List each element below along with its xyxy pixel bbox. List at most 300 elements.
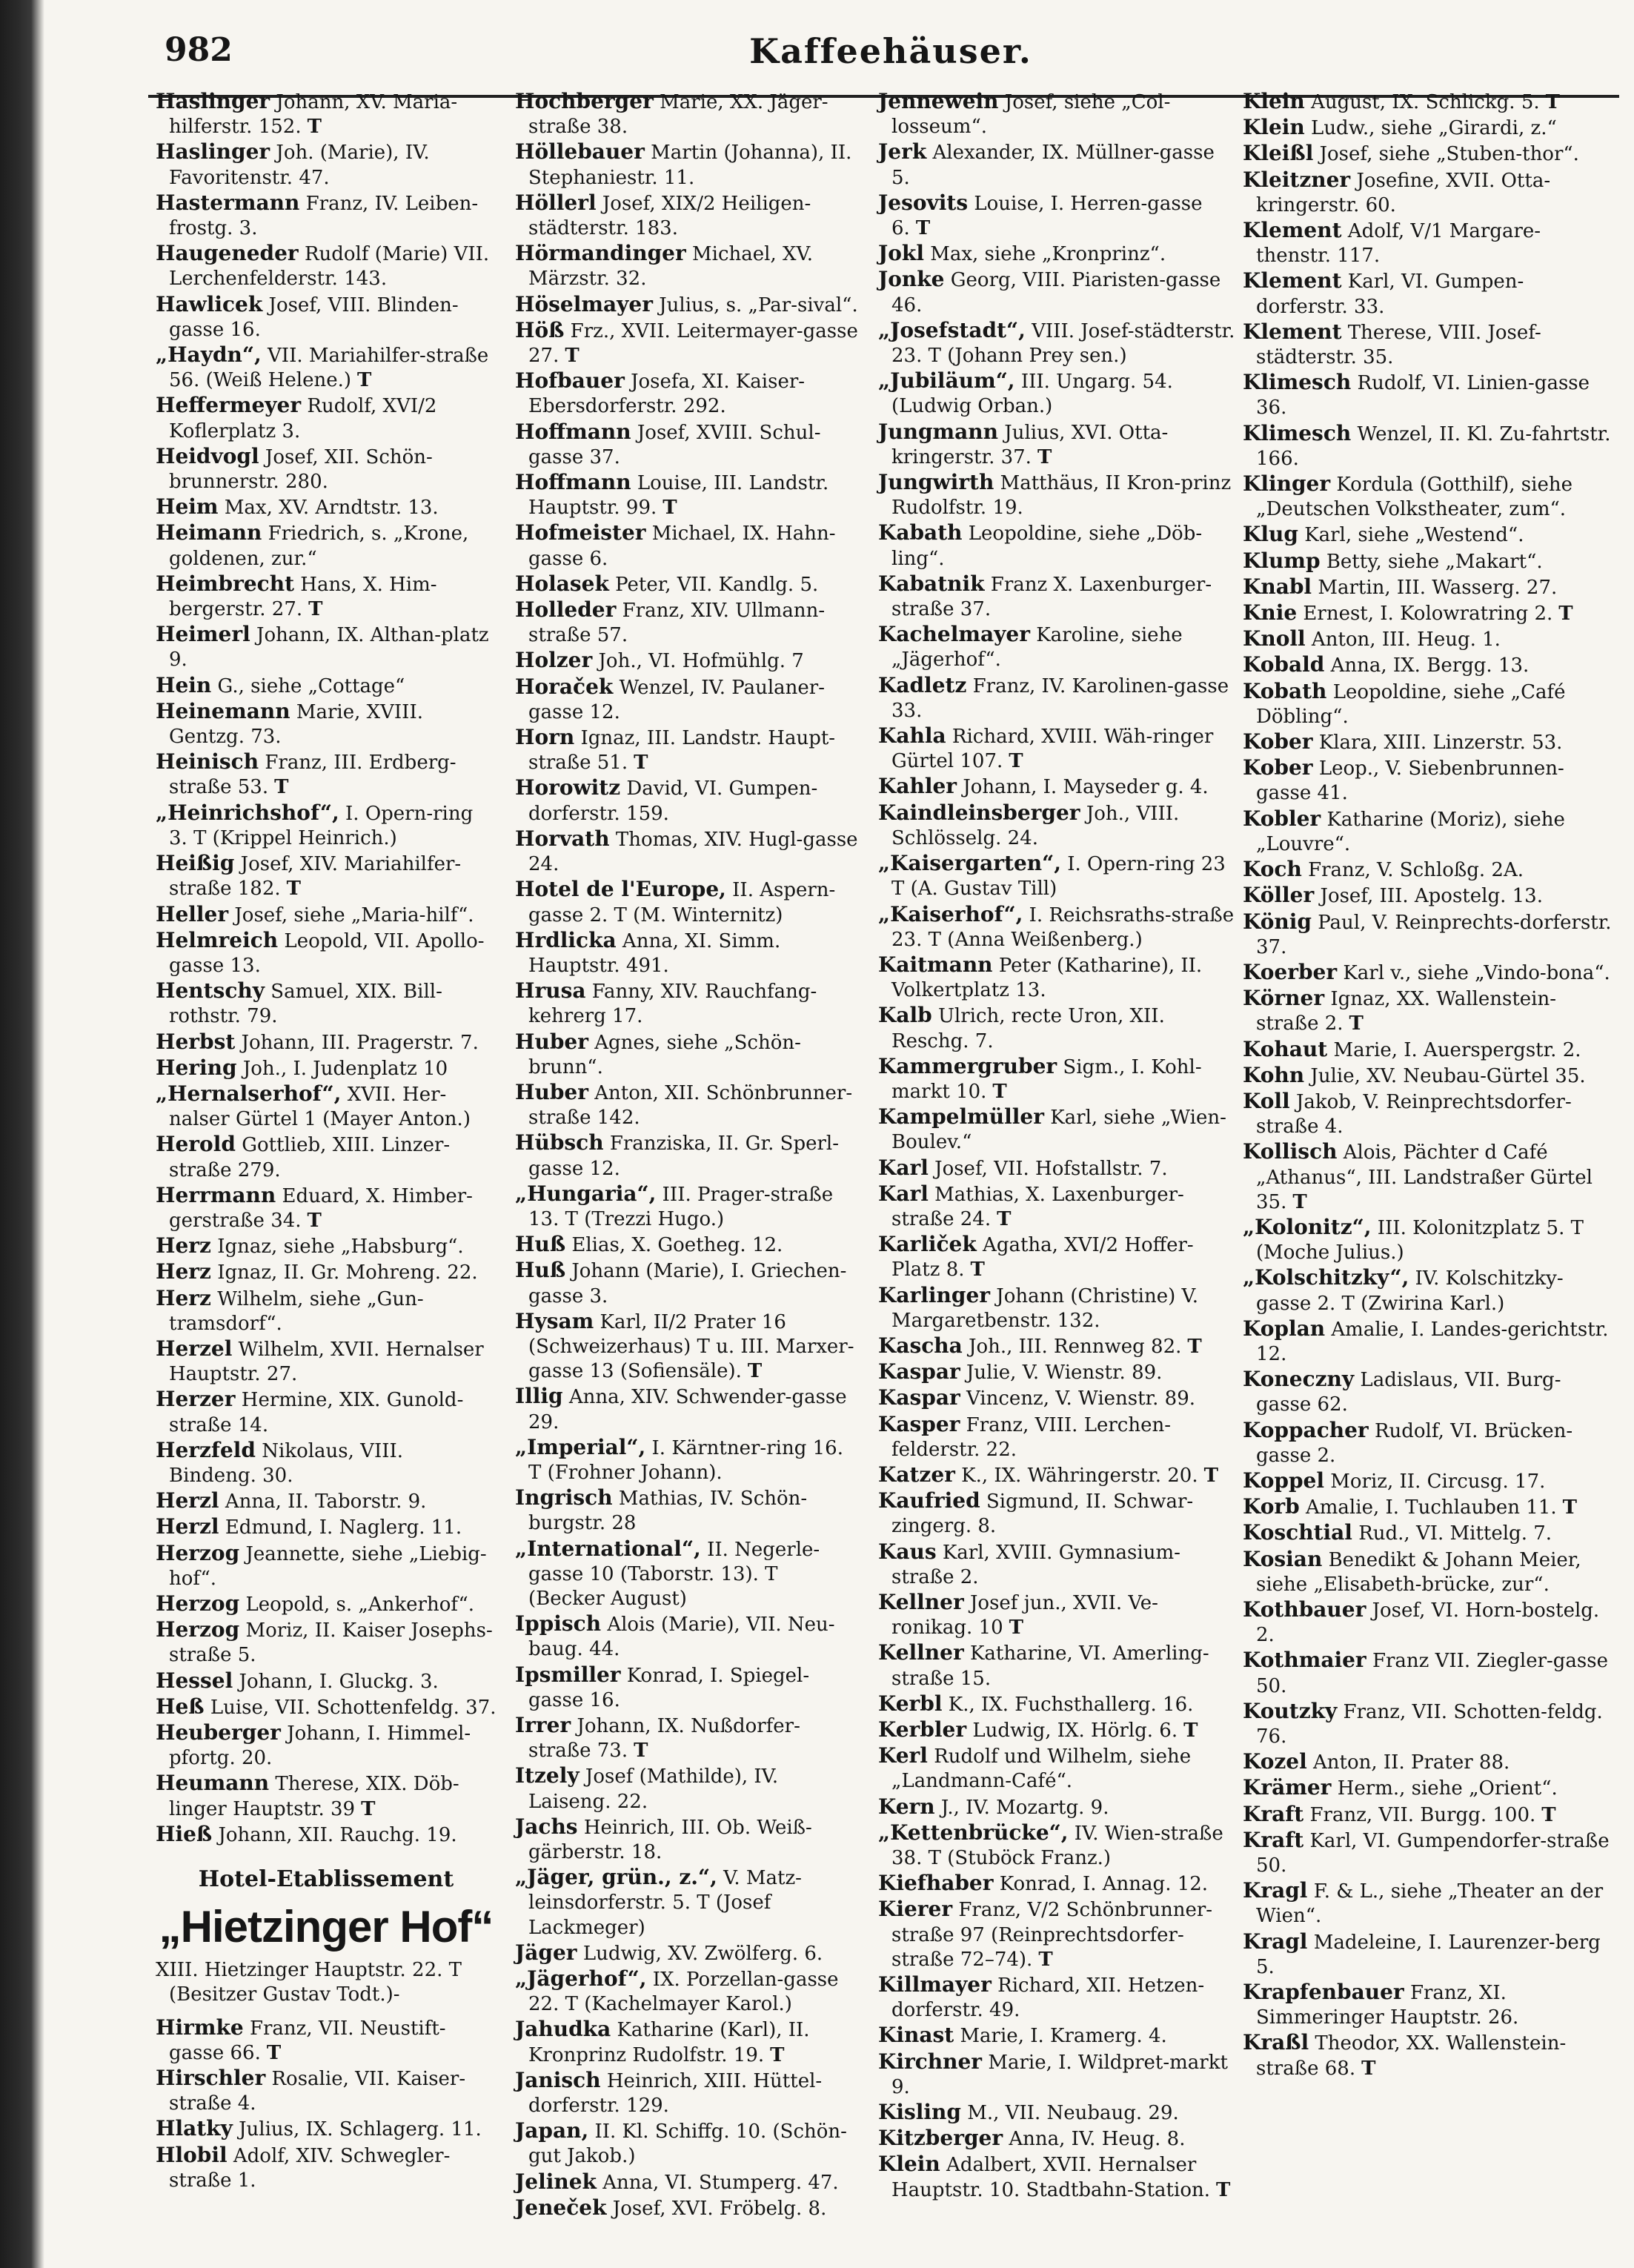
directory-entry — [878, 1590, 1238, 1640]
entry-address: Louise, III. Landstr. Hauptstr. 99. — [528, 472, 829, 520]
telephone-marker: T — [286, 878, 301, 901]
directory-entry — [156, 393, 496, 443]
directory-entry — [878, 267, 1238, 317]
entry-address: Josef, XVIII. Schul-gasse 37. — [528, 421, 821, 468]
entry-name: Kammergruber — [878, 1053, 1057, 1078]
entry-name: Hastermann — [156, 190, 300, 215]
entry-name: Koch — [1243, 857, 1302, 882]
entry-name: „Jäger, grün., z.“, — [515, 1865, 717, 1890]
entry-name: Ingrisch — [515, 1485, 613, 1511]
entry-name: Heuberger — [156, 1720, 281, 1745]
entry-address: Paul, V. Reinprechts-dorferstr. 37. — [1256, 911, 1612, 958]
entry-address: Martin, III. Wasserg. 27. — [1318, 576, 1558, 599]
telephone-marker: T — [308, 598, 323, 621]
entry-name: Holasek — [515, 571, 609, 596]
directory-entry — [878, 1412, 1238, 1462]
directory-entry — [878, 1972, 1238, 2023]
entry-name: Koll — [1243, 1088, 1290, 1113]
telephone-marker: T — [1009, 1617, 1024, 1639]
entry-name: Kabatnik — [878, 571, 985, 596]
entry-address: Julius, XVI. Otta-kringerstr. 37. — [891, 421, 1169, 468]
directory-entry — [878, 571, 1238, 622]
entry-address: Karl, siehe „Wien-Boulev.“ — [891, 1107, 1226, 1154]
directory-entry — [515, 1814, 860, 1865]
directory-entry — [878, 1104, 1238, 1155]
directory-entry — [878, 952, 1238, 1003]
entry-name: Klement — [1243, 268, 1342, 294]
entry-address: Johann, I. Gluckg. 3. — [239, 1670, 439, 1693]
entry-name: Heffermeyer — [156, 393, 302, 418]
entry-address: Alexander, IX. Müllner-gasse 5. — [891, 142, 1215, 189]
hotel-address: XIII. Hietzinger Hauptstr. 22. T (Besitzer Gustav Todt.)- — [156, 1959, 462, 2006]
directory-entry — [156, 1771, 496, 1821]
directory-entry — [515, 1966, 860, 2017]
entry-address: Anna, IV. Heug. 8. — [1009, 2128, 1186, 2151]
entry-name: Köller — [1243, 883, 1315, 908]
entry-address: Anna, II. Taborstr. 9. — [225, 1491, 427, 1513]
entry-address: Theodor, XX. Wallenstein-straße 68. — [1256, 2032, 1567, 2080]
entry-address: Wilhelm, siehe „Gun-tramsdorf“. — [169, 1287, 424, 1335]
entry-name: Kohaut — [1243, 1036, 1328, 1061]
entry-address: Richard, XVIII. Wäh-ringer Gürtel 107. — [891, 726, 1214, 773]
directory-entry — [515, 1130, 860, 1181]
entry-address: Rudolf und Wilhelm, siehe „Landmann-Café“. — [891, 1745, 1192, 1793]
directory-entry — [156, 2143, 496, 2193]
directory-entry — [1243, 729, 1613, 755]
directory-entry — [515, 725, 860, 775]
directory-entry — [878, 2023, 1238, 2049]
directory-entry — [1243, 1775, 1613, 1801]
entry-name: „Hernalserhof“, — [156, 1081, 342, 1106]
directory-entry — [515, 2118, 860, 2169]
entry-address: Marie, XX. Jäger-straße 38. — [528, 91, 828, 139]
entry-name: Hübsch — [515, 1130, 604, 1155]
entry-address: Richard, XII. Hetzen-dorferstr. 49. — [891, 1974, 1205, 2022]
entry-name: Jeneček — [515, 2195, 607, 2220]
entry-address: Sigmund, II. Schwar-zingerg. 8. — [891, 1491, 1194, 1538]
column-2-entries — [515, 89, 860, 2221]
entry-name: Klimesch — [1243, 420, 1352, 445]
entry-name: Kalb — [878, 1003, 932, 1028]
entry-address: Alois, Pächter d Café „Athanus“, III. Landstraßer Gürtel 35. — [1256, 1141, 1593, 1213]
entry-name: „Kaisergarten“, — [878, 851, 1061, 876]
entry-name: Jungmann — [878, 419, 999, 444]
entry-name: Hoffmann — [515, 470, 631, 495]
directory-entry — [878, 368, 1238, 419]
entry-name: „Kaiserhof“, — [878, 901, 1023, 926]
directory-entry — [1243, 268, 1613, 319]
entry-name: Illig — [515, 1384, 563, 1409]
entry-name: Kaufried — [878, 1488, 980, 1513]
entry-name: Koppacher — [1243, 1417, 1369, 1442]
entry-address: Marie, I. Wildpret-markt 9. — [891, 2051, 1228, 2098]
directory-entry — [156, 1617, 496, 1668]
entry-name: Kraßl — [1243, 2030, 1309, 2055]
directory-entry — [156, 851, 496, 901]
directory-entry — [878, 1232, 1238, 1282]
directory-entry — [1243, 652, 1613, 678]
directory-entry — [515, 139, 860, 190]
entry-name: Heimann — [156, 520, 262, 546]
entry-address: Adalbert, XVII. Hernalser Hauptstr. 10. Stadtbahn-Station. — [891, 2154, 1210, 2201]
directory-entry — [1243, 141, 1613, 167]
directory-entry — [156, 520, 496, 571]
directory-entry — [515, 1611, 860, 1662]
entry-address: Josef, siehe „Stuben-thor“. — [1319, 143, 1579, 166]
entry-name: Herold — [156, 1132, 236, 1157]
entry-address: Adolf, XIV. Schwegler-straße 1. — [169, 2144, 451, 2192]
directory-entry — [1243, 1929, 1613, 1980]
entry-address: Julie, V. Wienstr. 89. — [966, 1362, 1163, 1385]
telephone-marker: T — [1009, 750, 1023, 773]
directory-entry — [515, 826, 860, 877]
entry-name: Killmayer — [878, 1972, 992, 1997]
entry-address: G., siehe „Cottage“ — [217, 674, 405, 697]
telephone-marker: T — [565, 345, 579, 368]
entry-name: Jungwirth — [878, 470, 994, 495]
entry-name: Kragl — [1243, 1929, 1308, 1954]
directory-entry — [515, 1713, 860, 1763]
entry-address: Gottlieb, XIII. Linzer-straße 279. — [169, 1134, 451, 1181]
directory-entry — [156, 1541, 496, 1591]
entry-address: Ernest, I. Kolowratring 2. — [1303, 603, 1553, 626]
directory-entry — [1243, 1749, 1613, 1775]
directory-entry — [156, 1233, 496, 1259]
directory-entry — [156, 1438, 496, 1488]
entry-name: Hotel de l'Europe, — [515, 877, 726, 902]
directory-entry — [156, 1055, 496, 1081]
entry-address: Anna, XIV. Schwender-gasse 29. — [528, 1386, 847, 1433]
telephone-marker: T — [1558, 603, 1573, 626]
entry-name: Hörmandinger — [515, 241, 686, 266]
hotel-label: Hotel-Etablissement — [198, 1866, 454, 1893]
entry-name: „Haydn“, — [156, 342, 262, 368]
directory-entry — [156, 622, 496, 672]
directory-entry — [1243, 600, 1613, 626]
directory-entry — [878, 673, 1238, 723]
entry-address: Franz, XI. Simmeringer Hauptstr. 26. — [1256, 1982, 1519, 2029]
entry-address: Franz, III. Erdberg-straße 53. — [169, 752, 456, 799]
entry-name: Koschtial — [1243, 1520, 1352, 1545]
entry-address: Vincenz, V. Wienstr. 89. — [966, 1387, 1196, 1410]
entry-name: „Kettenbrücke“, — [878, 1820, 1069, 1845]
entry-name: Klump — [1243, 548, 1321, 573]
entry-address: Johann, XII. Rauchg. 19. — [218, 1823, 457, 1846]
directory-entry — [156, 1694, 496, 1720]
entry-name: Kober — [1243, 755, 1313, 780]
entry-address: Josef, XIV. Mariahilfer-straße 182. — [169, 853, 462, 901]
entry-address: Rudolf (Marie) VII. Lerchenfelderstr. 143. — [169, 243, 490, 291]
entry-address: Ignaz, II. Gr. Mohreng. 22. — [217, 1261, 478, 1284]
entry-name: Hering — [156, 1055, 237, 1080]
entry-address: Rudolf, XVI/2 Koflerplatz 3. — [169, 395, 437, 442]
entry-name: Höselmayer — [515, 291, 653, 316]
entry-name: Huß — [515, 1258, 566, 1283]
entry-name: Herzel — [156, 1336, 233, 1361]
entry-address: Klara, XIII. Linzerstr. 53. — [1318, 732, 1563, 755]
entry-address: Ludw., siehe „Girardi, z.“ — [1311, 117, 1557, 140]
entry-address: Luise, VII. Schottenfeldg. 37. — [210, 1696, 496, 1719]
entry-address: Ignaz, XX. Wallenstein-straße 2. — [1256, 988, 1557, 1035]
entry-address: Josef, VIII. Blinden-gasse 16. — [169, 294, 459, 341]
entry-address: Johann, I. Himmel-pfortg. 20. — [169, 1722, 471, 1770]
entry-name: Kobath — [1243, 678, 1327, 703]
directory-entry — [156, 1591, 496, 1617]
entry-name: Heimbrecht — [156, 571, 295, 596]
entry-name: Jerk — [878, 139, 927, 165]
entry-address: Franz, V. Schloßg. 2A. — [1308, 859, 1524, 882]
entry-name: Jokl — [878, 241, 924, 266]
directory-entry — [515, 1181, 860, 1232]
entry-name: Hofbauer — [515, 368, 625, 394]
telephone-marker: T — [1215, 2178, 1231, 2201]
entry-name: Heidvogl — [156, 443, 259, 468]
entry-name: Hrdlicka — [515, 927, 617, 952]
column-2 — [515, 89, 860, 2221]
entry-address: Fanny, XIV. Rauchfang-kehrerg 17. — [528, 981, 817, 1028]
directory-entry — [878, 2126, 1238, 2152]
entry-address: Johann, IX. Nußdorfer-straße 73. — [528, 1715, 800, 1763]
directory-entry — [515, 674, 860, 725]
directory-entry — [1243, 1215, 1613, 1265]
directory-entry — [878, 800, 1238, 851]
entry-address: Mathias, X. Laxenburger-straße 24. — [891, 1183, 1184, 1230]
entry-address: Karl v., siehe „Vindo-bona“. — [1343, 961, 1610, 984]
telephone-marker: T — [992, 1080, 1007, 1103]
entry-address: Georg, VIII. Piaristen-gasse 46. — [891, 269, 1221, 316]
entry-name: Herzog — [156, 1591, 240, 1616]
entry-address: Franz, IV. Karolinen-gasse 33. — [891, 674, 1229, 722]
telephone-marker: T — [266, 2041, 282, 2064]
entry-address: Agnes, siehe „Schön-brunn“. — [528, 1031, 801, 1078]
entry-name: Klimesch — [1243, 370, 1352, 395]
entry-address: Mathias, IV. Schön-burgstr. 28 — [528, 1488, 808, 1535]
directory-entry — [515, 1232, 860, 1258]
telephone-marker: T — [361, 1797, 376, 1820]
entry-address: Franz, IV. Leiben-frostg. 3. — [169, 192, 479, 240]
directory-entry — [1243, 806, 1613, 857]
entry-address: Joh., I. Judenplatz 10 — [242, 1057, 448, 1080]
entry-address: Katharine (Moriz), siehe „Louvre“. — [1256, 808, 1565, 855]
directory-entry — [1243, 421, 1613, 471]
entry-name: Herz — [156, 1233, 211, 1259]
entry-address: M., VII. Neubaug. 29. — [967, 2102, 1179, 2125]
directory-entry — [878, 1539, 1238, 1590]
directory-entry — [156, 1029, 496, 1055]
directory-entry — [515, 928, 860, 978]
column-1-entries-after-hotel — [156, 2015, 496, 2193]
entry-name: Itzely — [515, 1763, 579, 1788]
entry-address: Franziska, II. Gr. Sperl-gasse 12. — [528, 1133, 839, 1180]
directory-entry — [878, 774, 1238, 800]
telephone-marker: T — [747, 1360, 763, 1383]
entry-name: Hlobil — [156, 2142, 228, 2167]
directory-entry — [156, 699, 496, 749]
entry-address: F. & L., siehe „Theater an der Wien“. — [1256, 1880, 1604, 1928]
entry-name: „Heinrichshof“, — [156, 800, 339, 825]
directory-entry — [1243, 909, 1613, 960]
column-1 — [156, 89, 496, 2193]
telephone-marker: T — [1349, 1012, 1364, 1035]
entry-address: Moriz, II. Circusg. 17. — [1330, 1470, 1546, 1493]
directory-entry — [515, 648, 860, 674]
entry-name: Jennewein — [878, 89, 999, 113]
entry-name: Karlinger — [878, 1282, 991, 1307]
entry-name: Kahler — [878, 774, 957, 799]
entry-name: König — [1243, 909, 1312, 934]
entry-address: K., IX. Fuchsthallerg. 16. — [948, 1693, 1194, 1716]
telephone-marker: T — [357, 369, 372, 392]
entry-address: Johann, XV. Maria-hilferstr. 152. — [169, 91, 458, 139]
directory-entry — [878, 622, 1238, 672]
scan-shadow-edge — [0, 0, 44, 2268]
telephone-marker: T — [997, 1207, 1012, 1230]
directory-entry — [878, 1155, 1238, 1181]
page-header — [165, 31, 1617, 90]
entry-name: Kierer — [878, 1897, 953, 1922]
entry-name: Janisch — [515, 2067, 601, 2092]
directory-entry — [156, 749, 496, 800]
directory-entry — [156, 928, 496, 978]
entry-name: Hein — [156, 672, 212, 697]
directory-entry — [878, 2152, 1238, 2202]
entry-name: Koerber — [1243, 959, 1338, 984]
entry-name: Jesovits — [878, 190, 969, 215]
directory-entry — [1243, 1063, 1613, 1089]
entry-address: Ignaz, siehe „Habsburg“. — [217, 1236, 464, 1259]
entry-address: Ignaz, III. Landstr. Haupt-straße 51. — [528, 727, 836, 775]
entry-name: Körner — [1243, 986, 1325, 1011]
directory-entry — [878, 190, 1238, 241]
entry-name: „Jägerhof“, — [515, 1966, 647, 1992]
entry-address: Martin (Johanna), II. Stephaniestr. 11. — [528, 142, 852, 189]
entry-address: VII. Mariahilfer-straße 56. (Weiß Helene.) — [169, 345, 489, 392]
entry-address: Rudolf, VI. Linien-gasse 36. — [1256, 372, 1590, 420]
directory-entry — [515, 1940, 860, 1966]
entry-name: Heinemann — [156, 698, 290, 723]
entry-name: Katzer — [878, 1462, 955, 1487]
entry-address: Josef, XVI. Fröbelg. 8. — [612, 2197, 827, 2220]
entry-name: Kraft — [1243, 1801, 1304, 1826]
directory-entry — [515, 775, 860, 826]
entry-name: Huber — [515, 1079, 588, 1104]
entry-address: Franz, V/2 Schönbrunner-straße 97 (Reinprechtsdorfer-straße 72–74). — [891, 1899, 1213, 1971]
entry-name: Klug — [1243, 522, 1298, 547]
entry-address: Ladislaus, VII. Burg-gasse 62. — [1256, 1369, 1561, 1416]
entry-name: Kachelmayer — [878, 622, 1030, 647]
entry-name: Kern — [878, 1794, 935, 1819]
entry-name: Jäger — [515, 1940, 577, 1965]
directory-entry — [1243, 986, 1613, 1036]
entry-address: Amalie, I. Tuchlauben 11. — [1306, 1496, 1557, 1519]
telephone-marker: T — [307, 116, 322, 139]
directory-entry — [1243, 1367, 1613, 1417]
telephone-marker: T — [307, 1209, 322, 1232]
directory-entry — [878, 520, 1238, 571]
entry-address: IX. Porzellan-gasse 22. T (Kachelmayer Karol.) — [528, 1969, 839, 2016]
directory-entry — [515, 1763, 860, 1814]
entry-name: Huber — [515, 1029, 588, 1054]
entry-address: Josef, III. Apostelg. 13. — [1320, 885, 1543, 908]
entry-name: Hysam — [515, 1308, 594, 1333]
entry-name: Knoll — [1243, 626, 1306, 651]
entry-address: Anna, IX. Bergg. 13. — [1330, 654, 1530, 677]
entry-name: Heim — [156, 494, 219, 520]
directory-entry — [878, 1003, 1238, 1053]
entry-address: Edmund, I. Naglerg. 11. — [225, 1516, 462, 1539]
directory-entry — [878, 1283, 1238, 1333]
entry-name: Kaspar — [878, 1385, 960, 1410]
entry-name: Herzl — [156, 1488, 219, 1513]
directory-entry — [878, 1488, 1238, 1539]
column-4 — [1243, 89, 1613, 2081]
entry-address: Ludwig, XV. Zwölferg. 6. — [582, 1942, 823, 1965]
directory-entry — [878, 1359, 1238, 1385]
entry-name: Kascha — [878, 1333, 963, 1358]
directory-entry — [515, 420, 860, 470]
directory-entry — [515, 2169, 860, 2195]
entry-name: Kinast — [878, 2023, 954, 2048]
entry-name: Herz — [156, 1259, 211, 1284]
entry-address: Julie, XV. Neubau-Gürtel 35. — [1310, 1064, 1586, 1087]
entry-address: Peter (Katharine), II. Volkertplatz 13. — [891, 954, 1203, 1002]
entry-address: Anton, XII. Schönbrunner-straße 142. — [528, 1081, 853, 1130]
directory-entry — [515, 1865, 860, 1940]
directory-entry — [515, 1258, 860, 1308]
directory-entry — [156, 978, 496, 1029]
entry-name: Holleder — [515, 597, 617, 623]
directory-entry — [1243, 1037, 1613, 1063]
directory-entry — [515, 1309, 860, 1385]
directory-entry — [156, 673, 496, 699]
entry-name: Hochberger — [515, 89, 654, 113]
entry-address: Leopold, s. „Ankerhof“. — [245, 1593, 475, 1616]
directory-entry — [1243, 1878, 1613, 1929]
entry-address: I. Opern-ring 3. T (Krippel Heinrich.) — [169, 802, 474, 849]
entry-name: Koutzky — [1243, 1698, 1338, 1723]
entry-address: David, VI. Gumpen-dorferstr. 159. — [528, 777, 818, 825]
entry-name: Knabl — [1243, 574, 1312, 599]
entry-address: Heinrich, XIII. Hüttel-dorferstr. 129. — [528, 2069, 823, 2118]
telephone-marker: T — [662, 497, 677, 520]
entry-address: Wilhelm, XVII. Hernalser Hauptstr. 27. — [169, 1338, 484, 1386]
entry-address: Josefine, XVII. Otta-kringerstr. 60. — [1256, 169, 1551, 216]
entry-address: Franz X. Laxenburger-straße 37. — [891, 573, 1212, 621]
directory-entry — [156, 1259, 496, 1285]
entry-address: Frz., XVII. Leitermayer-gasse 27. — [528, 319, 858, 368]
entry-name: Kleitzner — [1243, 167, 1351, 192]
entry-name: Herzog — [156, 1540, 240, 1565]
directory-entry — [878, 470, 1238, 520]
entry-name: „Jubiläum“, — [878, 368, 1015, 394]
entry-address: Alois (Marie), VII. Neu-baug. 44. — [528, 1614, 835, 1661]
entry-address: Rud., VI. Mittelg. 7. — [1358, 1522, 1552, 1545]
directory-entry — [1243, 755, 1613, 806]
entry-name: Kellner — [878, 1589, 964, 1614]
entry-address: Katharine (Karl), II. Kronprinz Rudolfstr. 19. — [528, 2019, 810, 2066]
entry-name: Hirschler — [156, 2066, 266, 2091]
entry-address: Joh., VI. Hofmühlg. 7 — [598, 650, 804, 673]
entry-name: Karl — [878, 1181, 929, 1206]
entry-address: Josef, XIX/2 Heiligen-städterstr. 183. — [528, 192, 811, 240]
entry-address: Sigm., I. Kohl-markt 10. — [891, 1055, 1202, 1103]
directory-entry — [515, 190, 860, 241]
entry-name: Hessel — [156, 1668, 233, 1693]
entry-name: Kirchner — [878, 2049, 983, 2074]
entry-name: Klein — [1243, 89, 1305, 113]
entry-name: Höllebauer — [515, 139, 645, 165]
directory-entry — [515, 89, 860, 139]
